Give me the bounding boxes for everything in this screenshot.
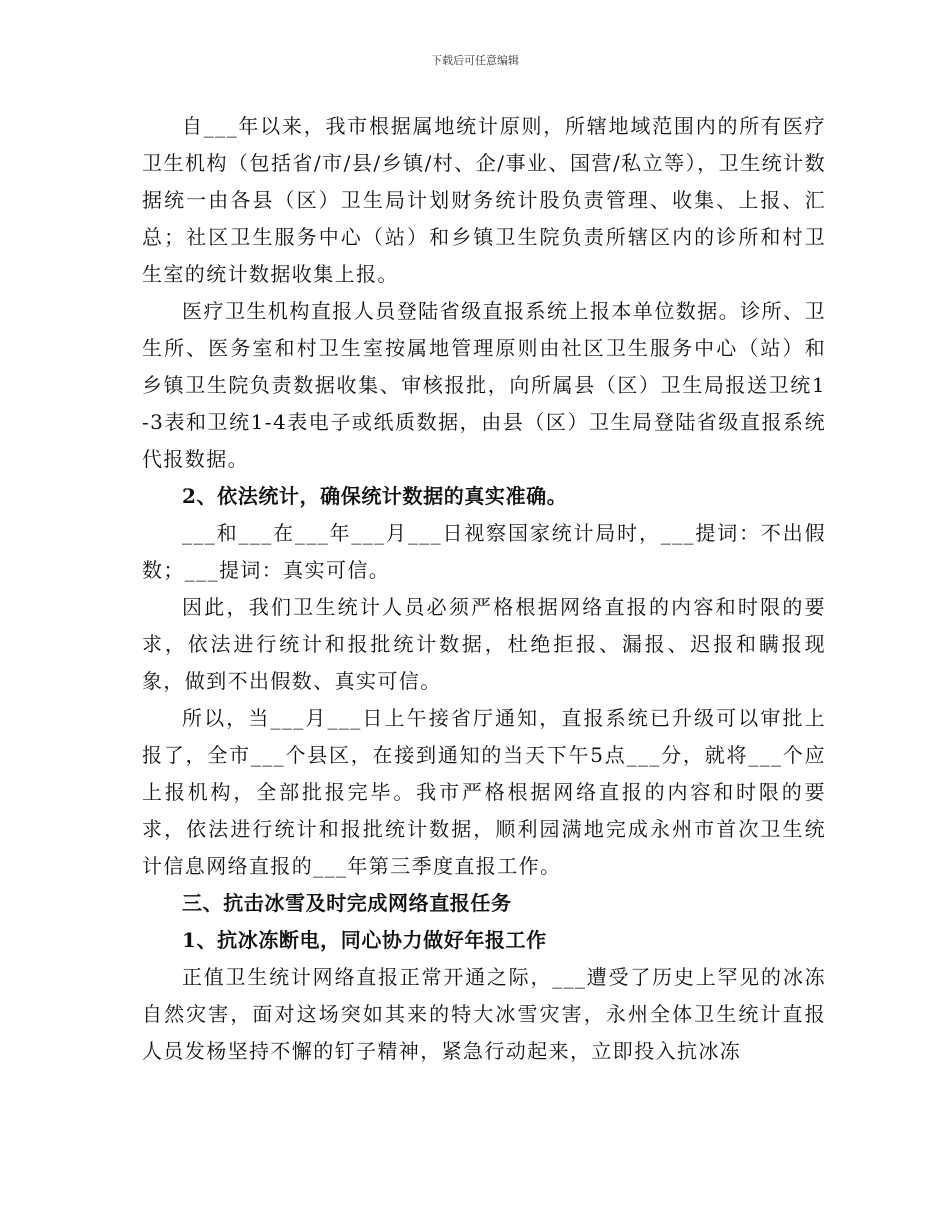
paragraph-1: 自___年以来，我市根据属地统计原则，所辖地域范围内的所有医疗卫生机构（包括省/市/县/乡镇/村、企/事业、国营/私立等），卫生统计数据统一由各县（区）卫生局计划财务统计股负责管理、收集、上报、汇总；社区卫生服务中心（站）和乡镇卫生院负责所辖区内的诊所和村卫生室的统计数据收集上报。 bbox=[142, 114, 826, 286]
page-header: 下载后可任意编辑 bbox=[431, 54, 519, 67]
section-heading-2: 2、依法统计，确保统计数据的真实准确。 bbox=[182, 484, 568, 508]
paragraph-3: ___和___在___年___月___日视察国家统计局时，___提词：不出假数；___提词：真实可信。 bbox=[142, 521, 826, 582]
paragraph-5: 所以，当___月___日上午接省厅通知，直报系统已升级可以审批上报了，全市___个县区，在接到通知的当天下午5点___分，就将___个应上报机构，全部批报完毕。我市严格根据网络直报的内容和时限的要求，依法进行统计和报批统计数据，顺利园满地完成永州市首次卫生统计信息网络直报的___年第三季度直报工作。 bbox=[142, 706, 826, 878]
document-body bbox=[142, 108, 826, 1070]
subsection-heading-1: 1、抗冰冻断电，同心协力做好年报工作 bbox=[182, 928, 547, 952]
paragraph-6: 正值卫生统计网络直报正常开通之际，___遭受了历史上罕见的冰冻自然灾害，面对这场突如其来的特大冰雪灾害，永州全体卫生统计直报人员发杨坚持不懈的钉子精神，紧急行动起来，立即投入抗冰冻 bbox=[142, 965, 826, 1063]
paragraph-4: 因此，我们卫生统计人员必须严格根据网络直报的内容和时限的要求，依法进行统计和报批统计数据，杜绝拒报、漏报、迟报和瞒报现象，做到不出假数、真实可信。 bbox=[142, 595, 826, 693]
section-heading-3: 三、抗击冰雪及时完成网络直报任务 bbox=[182, 891, 512, 915]
paragraph-2: 医疗卫生机构直报人员登陆省级直报系统上报本单位数据。诊所、卫生所、医务室和村卫生室按属地管理原则由社区卫生服务中心（站）和乡镇卫生院负责数据收集、审核报批，向所属县（区）卫生局报送卫统1-3表和卫统1-4表电子或纸质数据，由县（区）卫生局登陆省级直报系统代报数据。 bbox=[142, 299, 826, 471]
